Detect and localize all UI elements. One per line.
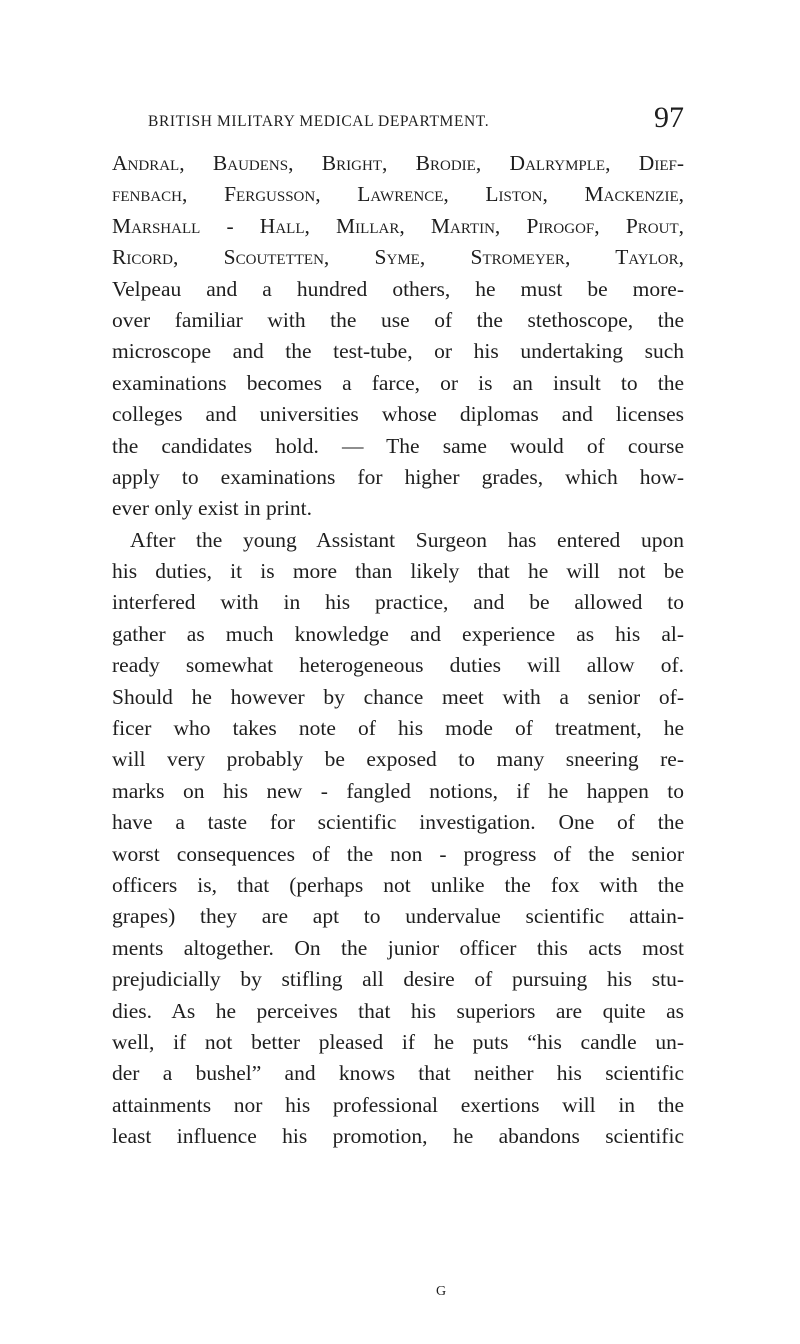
- text-line: Marshall - Hall, Millar, Martin, Pirogof, Prout,: [112, 213, 684, 238]
- text-line: least influence his promotion, he abandons scientific: [112, 1124, 684, 1149]
- page-number: 97: [654, 101, 684, 134]
- text-line: ficer who takes note of his mode of treatment, he: [112, 716, 684, 741]
- text-line: his duties, it is more than likely that he will not be: [112, 559, 684, 584]
- text-line: fenbach, Fergusson, Lawrence, Liston, Mackenzie,: [112, 182, 684, 207]
- signature-mark: G: [436, 1284, 447, 1299]
- text-line: Ricord, Scoutetten, Syme, Stromeyer, Taylor,: [112, 245, 684, 270]
- text-line: examinations becomes a farce, or is an insult to the: [112, 370, 684, 395]
- text-line: dies. As he perceives that his superiors are quite as: [112, 998, 684, 1023]
- text-line: worst consequences of the non - progress of the senior: [112, 841, 684, 866]
- text-line: Andral, Baudens, Bright, Brodie, Dalrymple, Dief-: [112, 151, 684, 175]
- text-line: Velpeau and a hundred others, he must be more-: [112, 276, 684, 301]
- text-line: over familiar with the use of the stethoscope, the: [112, 307, 684, 332]
- text-line: colleges and universities whose diplomas and licenses: [112, 402, 684, 427]
- text-line: microscope and the test-tube, or his undertaking such: [112, 339, 684, 364]
- text-line: the candidates hold. — The same would of course: [112, 433, 684, 458]
- text-line: apply to examinations for higher grades, which how-: [112, 464, 684, 489]
- text-line: Should he however by chance meet with a senior of-: [112, 684, 684, 709]
- running-head: [148, 100, 684, 140]
- text-line: marks on his new - fangled notions, if he happen to: [112, 778, 684, 803]
- text-line: have a taste for scientific investigation. One of the: [112, 810, 684, 835]
- text-line: ready somewhat heterogeneous duties will allow of.: [112, 653, 684, 678]
- text-line: After the young Assistant Surgeon has entered upon: [130, 527, 684, 552]
- text-line: der a bushel” and knows that neither his scientific: [112, 1061, 684, 1086]
- text-line: grapes) they are apt to undervalue scientific attain-: [112, 904, 684, 929]
- running-title: BRITISH MILITARY MEDICAL DEPARTMENT.: [148, 113, 490, 130]
- text-line: attainments nor his professional exertions will in the: [112, 1092, 684, 1117]
- text-line: will very probably be exposed to many sneering re-: [112, 747, 684, 772]
- text-line: ments altogether. On the junior officer this acts most: [112, 935, 684, 960]
- text-line: ever only exist in print.: [112, 496, 313, 521]
- text-line: well, if not better pleased if he puts “his candle un-: [112, 1029, 684, 1054]
- body-text: [112, 148, 684, 1153]
- text-line: prejudicially by stifling all desire of pursuing his stu-: [112, 967, 684, 992]
- text-line: interfered with in his practice, and be allowed to: [112, 590, 684, 615]
- text-line: gather as much knowledge and experience as his al-: [112, 621, 684, 646]
- text-line: officers is, that (perhaps not unlike the fox with the: [112, 872, 684, 897]
